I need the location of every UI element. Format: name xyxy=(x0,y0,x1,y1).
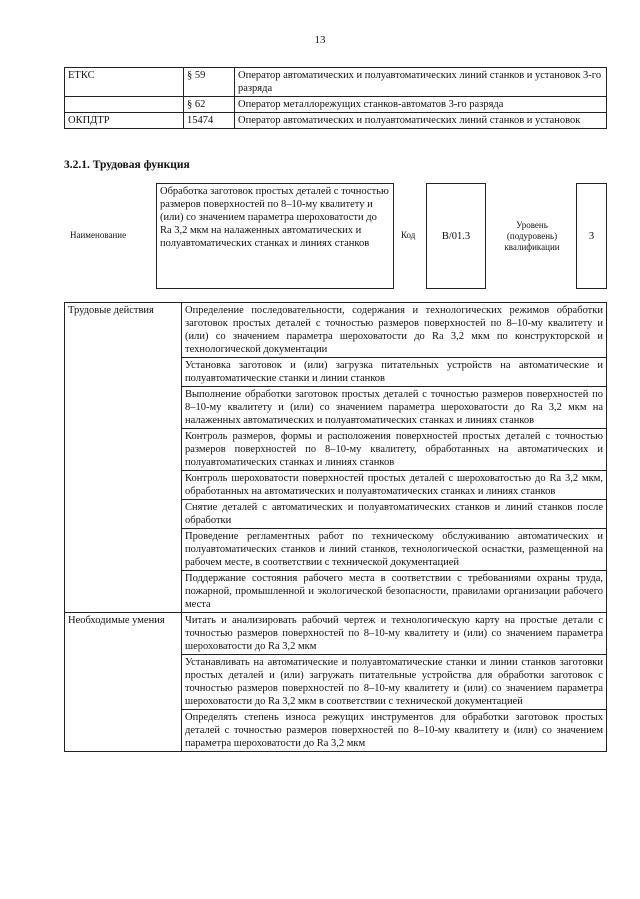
list-item: Поддержание состояния рабочего места в соответствии с требованиями охраны труда, пожарной, промышленной и экологической безопасности, правилами организации рабочего места xyxy=(182,571,607,613)
list-item: Читать и анализировать рабочий чертеж и технологическую карту на простые детали с точностью размеров поверхностей по 8–10-му квалитету и (или) со значением параметра шероховатости до Ra 3,2 мкм xyxy=(182,613,607,655)
table-row xyxy=(65,303,607,358)
list-item: Снятие деталей с автоматических и полуавтоматических станков и линий станков после обработки xyxy=(182,500,607,529)
classification-table xyxy=(64,67,607,129)
source-cell: ЕТКС xyxy=(65,68,184,97)
list-item: Установка заготовок и (или) загрузка питательных устройств на автоматические и полуавтоматические станки и линии станков xyxy=(182,358,607,387)
page-number: 13 xyxy=(314,34,326,46)
function-name-box: Обработка заготовок простых деталей с точностью размеров поверхностей по 8–10-му квалитету и (или) со значением параметра шероховатости до Ra 3,2 мкм на налаженных автоматических и полуавтоматических станках и линиях станков xyxy=(156,183,394,289)
code-box: B/01.3 xyxy=(426,183,486,289)
function-details-table xyxy=(64,302,607,752)
list-item: Устанавливать на автоматические и полуавтоматические станки и линии станков заготовки простых деталей и (или) загружать питательные устройства для обработки заготовок с точностью размеров поверхностей по 8–10-му квалитету и (или) со значением параметра шероховатости до Ra 3,2 мкм в соответствии с технической документацией xyxy=(182,655,607,710)
list-item: Определять степень износа режущих инструментов для обработки заготовок простых деталей с точностью размеров поверхностей по 8–10-му квалитету и (или) со значением параметра шероховатости до Ra 3,2 мкм xyxy=(182,710,607,752)
code-cell: § 62 xyxy=(184,97,235,113)
source-cell xyxy=(65,97,184,113)
name-label: Наименование xyxy=(70,230,127,240)
list-item: Контроль шероховатости поверхностей простых деталей с шероховатостью до Ra 3,2 мкм, обработанных на автоматических и полуавтоматических станках и линиях станков xyxy=(182,471,607,500)
table-row xyxy=(65,613,607,655)
code-cell: § 59 xyxy=(184,68,235,97)
code-cell: 15474 xyxy=(184,113,235,129)
table-row xyxy=(65,97,607,113)
table-row xyxy=(65,68,607,97)
code-label: Код xyxy=(401,230,416,240)
table-row xyxy=(65,113,607,129)
name-cell: Оператор автоматических и полуавтоматических линий станков и установок 3-го разряда xyxy=(235,68,607,97)
list-item: Контроль размеров, формы и расположения поверхностей простых деталей с точностью размеров поверхностей по 8–10-му квалитету, обработанных на автоматических и полуавтоматических станках и линиях станков xyxy=(182,429,607,471)
list-item: Выполнение обработки заготовок простых деталей с точностью размеров поверхностей по 8–10-му квалитету и (или) со значением параметра шероховатости до Ra 3,2 мкм на налаженных автоматических и полуавтоматических станках и линиях станков xyxy=(182,387,607,429)
list-item: Проведение регламентных работ по техническому обслуживанию автоматических и полуавтоматических станков и линий станков, технологической оснастки, размещенной на рабочем месте, в соответствии с технической документацией xyxy=(182,529,607,571)
level-label: Уровень (подуровень) квалификации xyxy=(504,220,560,252)
section-title: 3.2.1. Трудовая функция xyxy=(64,159,190,171)
list-item: Определение последовательности, содержания и технологических режимов обработки заготовок простых деталей с точностью размеров поверхностей по 8–10-му квалитету и (или) со значением параметра шероховатости до Ra 3,2 мкм по конструкторской и технологической документации xyxy=(182,303,607,358)
name-cell: Оператор металлорежущих станков-автоматов 3-го разряда xyxy=(235,97,607,113)
function-header xyxy=(64,183,607,291)
labor-actions-label: Трудовые действия xyxy=(65,303,182,613)
level-box: 3 xyxy=(576,183,607,289)
source-cell: ОКПДТР xyxy=(65,113,184,129)
required-skills-label: Необходимые умения xyxy=(65,613,182,752)
name-cell: Оператор автоматических и полуавтоматических линий станков и установок xyxy=(235,113,607,129)
